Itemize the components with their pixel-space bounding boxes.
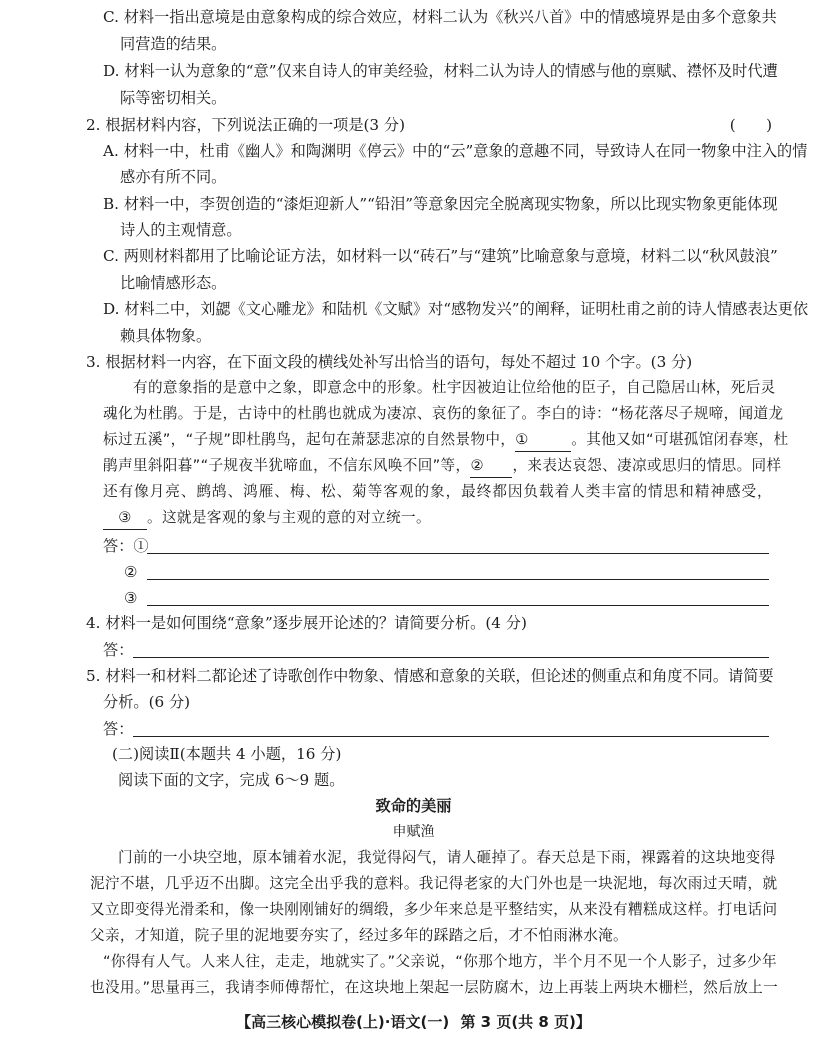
article-line-3: 又立即变得光滑柔和，像一块刚刚铺好的绸缎，多少年来总是平整结实，从来没有糟糕成这样。打电话问 (90, 901, 778, 918)
q2-option-d-line2: 赖具体物象。 (120, 327, 212, 345)
article-line-2: 泥泞不堪，几乎迈不出脚。这完全出乎我的意料。我记得老家的大门外也是一块泥地，每次雨过天晴，就 (90, 875, 778, 892)
article-line-1: 门前的一小块空地，原本铺着水泥，我觉得闷气，请人砸掉了。春天总是下雨，裸露着的这块地变得 (118, 849, 776, 866)
q2-option-a-line1: A. 材料一中，杜甫《幽人》和陶渊明《停云》中的“云”意象的意趣不同，导致诗人在同一物象中注入的情 (103, 142, 808, 160)
q3-passage-line4 (103, 455, 782, 478)
q2-option-d-line1: D. 材料二中，刘勰《文心雕龙》和陆机《文赋》对“感物发兴”的阐释，证明杜甫之前的诗人情感表达更依 (103, 300, 809, 318)
q2-option-c-line1: C. 两则材料都用了比喻论证方法，如材料一以“砖石”与“建筑”比喻意象与意境，材料二以“秋风鼓浪” (103, 247, 778, 265)
q2-answer-bracket: ( ) (729, 116, 772, 134)
q4-stem: 4. 材料一是如何围绕“意象”逐步展开论述的？请简要分析。(4 分) (86, 614, 527, 632)
q3-passage-line6 (103, 507, 772, 530)
q3-answer-label-2: ② (124, 563, 138, 581)
q3-answer-label-3: ③ (124, 589, 138, 607)
section2-title: (二)阅读Ⅱ(本题共 4 小题，16 分) (112, 745, 342, 763)
q3-stem: 3. 根据材料一内容，在下面文段的横线处补写出恰当的语句，每处不超过 10 个字。(3 分) (86, 353, 693, 371)
page-footer (0, 1011, 827, 1033)
article-author: 申赋渔 (392, 824, 435, 840)
footer-title: 【高三核心模拟卷(上)·语文(一) (236, 1013, 450, 1031)
q3-answer-line-3[interactable] (147, 605, 769, 606)
q2-option-b-line2: 诗人的主观情意。 (120, 221, 242, 239)
q5-answer-line[interactable] (133, 736, 769, 737)
q3-answer-line-2[interactable] (147, 579, 769, 580)
q3-passage-line4-end: ，来表达哀怨、凄凉或思归的情思。同样 (512, 457, 782, 474)
q3-passage-line3-end: 。其他又如“可堪孤馆闭春寒，杜 (571, 431, 789, 448)
q1-option-d-line1: D. 材料一认为意象的“意”仅来自诗人的审美经验，材料二认为诗人的情感与他的禀赋、襟怀及时代遭 (103, 62, 778, 80)
article-line-6: 也没用。”思量再三，我请李师傅帮忙，在这块地上架起一层防腐木，边上再装上两块木栅栏，然后放上一 (90, 979, 779, 996)
q3-blank-2: ② (470, 455, 512, 478)
q2-stem: 2. 根据材料内容，下列说法正确的一项是(3 分) (86, 116, 406, 134)
q5-stem-line2: 分析。(6 分) (103, 693, 191, 711)
q3-blank-3: ③ (103, 507, 147, 530)
q1-option-c-line1: C. 材料一指出意境是由意象构成的综合效应，材料二认为《秋兴八首》中的情感境界是由多个意象共 (103, 8, 777, 26)
q5-stem-line1: 5. 材料一和材料二都论述了诗歌创作中物象、情感和意象的关联，但论述的侧重点和角度不同。请简要 (86, 667, 774, 685)
q4-answer-label: 答： (103, 641, 134, 659)
q3-passage-line5: 还有像月亮、鹧鸪、鸿雁、梅、松、菊等客观的象，最终都因负载着人类丰富的情思和精神感受， (103, 483, 772, 500)
q1-option-c-line2: 同营造的结果。 (120, 35, 227, 53)
q5-answer-label: 答： (103, 720, 134, 738)
footer-page-number: 第 3 页(共 8 页)】 (460, 1013, 591, 1031)
article-line-5: “你得有人气。人来人往，走走，地就实了。”父亲说，“你那个地方，半个月不见一个人影子，过多少年 (103, 953, 777, 970)
q3-passage-line4-start: 鹃声里斜阳暮”“子规夜半犹啼血，不信东风唤不回”等， (103, 457, 471, 474)
q3-passage-line6-end: 。这就是客观的象与主观的意的对立统一。 (147, 509, 431, 526)
q3-passage-line1: 有的意象指的是意中之象，即意念中的形象。杜宇因被迫让位给他的臣子，自己隐居山林，死后灵 (133, 379, 776, 396)
q3-blank-1: ① (515, 429, 571, 452)
q1-option-d-line2: 际等密切相关。 (120, 89, 227, 107)
q3-answer-line-1[interactable] (147, 553, 769, 554)
article-line-4: 父亲，才知道，院子里的泥地要夯实了，经过多年的踩踏之后，才不怕雨淋水淹。 (90, 927, 628, 944)
q2-option-b-line1: B. 材料一中，李贺创造的“漆炬迎新人”“铅泪”等意象因完全脱离现实物象，所以比现实物象更能体现 (103, 195, 778, 213)
q3-passage-line3 (103, 429, 789, 452)
q4-answer-line[interactable] (133, 657, 769, 658)
q3-passage-line3-start: 标过五溪”，“子规”即杜鹃鸟，起句在萧瑟悲凉的自然景物中， (103, 431, 516, 448)
section2-instruction: 阅读下面的文字，完成 6～9 题。 (118, 771, 345, 789)
article-title: 致命的美丽 (375, 797, 452, 815)
q3-passage-line2: 魂化为杜鹃。于是，古诗中的杜鹃也就成为凄凉、哀伤的象征了。李白的诗：“杨花落尽子规啼，闻道龙 (103, 405, 784, 422)
q2-option-a-line2: 感亦有所不同。 (120, 168, 227, 186)
q2-option-c-line2: 比喻情感形态。 (120, 274, 227, 292)
q3-answer-label: 答：① (103, 537, 149, 555)
